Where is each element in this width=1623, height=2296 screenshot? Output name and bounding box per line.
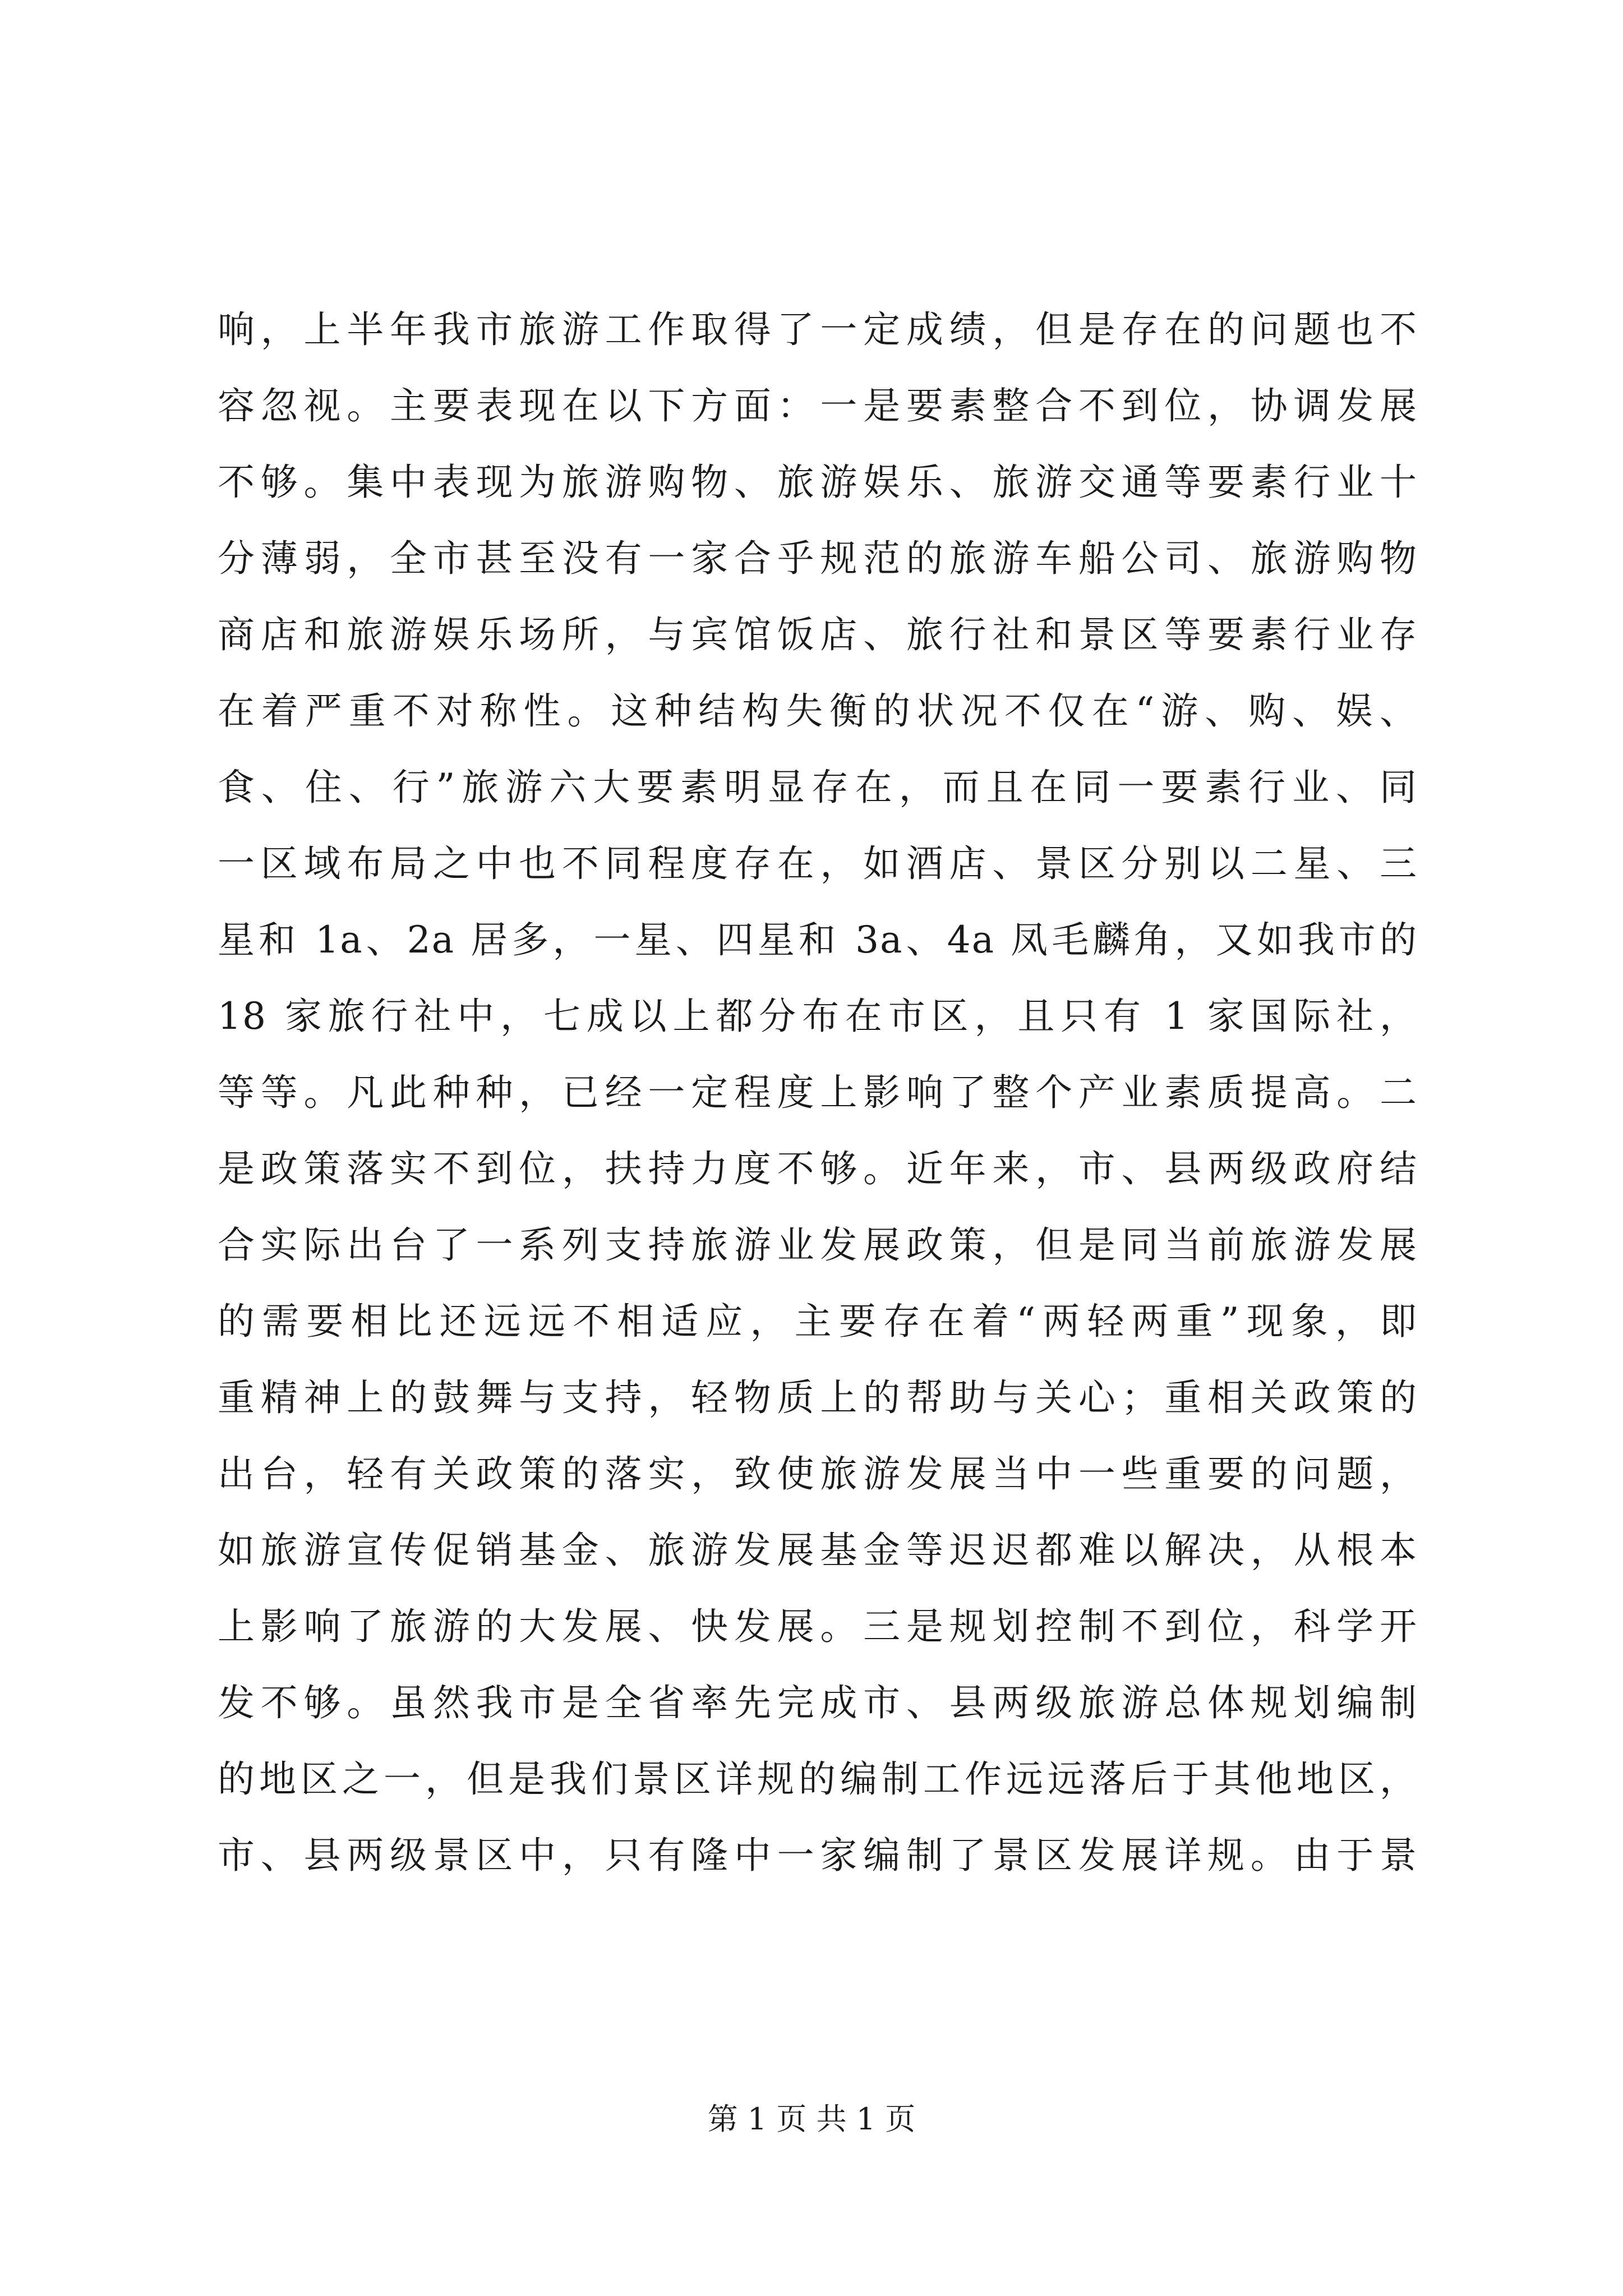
text-line: 出台，轻有关政策的落实，致使旅游发展当中一些重要的问题， xyxy=(218,1452,1418,1496)
text-line: 上影响了旅游的大发展、快发展。三是规划控制不到位，科学开 xyxy=(218,1605,1418,1648)
text-line: 分薄弱，全市甚至没有一家合乎规范的旅游车船公司、旅游购物 xyxy=(218,537,1418,580)
text-line: 商店和旅游娱乐场所，与宾馆饭店、旅行社和景区等要素行业存 xyxy=(218,613,1418,656)
text-line: 在着严重不对称性。这种结构失衡的状况不仅在“游、购、娱、 xyxy=(218,689,1418,733)
text-line: 如旅游宣传促销基金、旅游发展基金等迟迟都难以解决，从根本 xyxy=(218,1529,1418,1572)
text-line: 发不够。虽然我市是全省率先完成市、县两级旅游总体规划编制 xyxy=(218,1681,1418,1724)
text-line: 容忽视。主要表现在以下方面：一是要素整合不到位，协调发展 xyxy=(218,384,1418,427)
text-line: 响，上半年我市旅游工作取得了一定成绩，但是存在的问题也不 xyxy=(218,308,1418,351)
page-footer xyxy=(0,2095,1623,2138)
text-line: 星和 1a、2a 居多，一星、四星和 3a、4a 凤毛麟角，又如我市的 xyxy=(218,918,1418,961)
text-line: 18 家旅行社中，七成以上都分布在市区，且只有 1 家国际社， xyxy=(218,995,1418,1038)
text-line: 不够。集中表现为旅游购物、旅游娱乐、旅游交通等要素行业十 xyxy=(218,461,1418,504)
page-number-label: 第 1 页 共 1 页 xyxy=(707,2101,916,2137)
text-line: 食、住、行”旅游六大要素明显存在，而且在同一要素行业、同 xyxy=(218,766,1418,809)
text-line: 的需要相比还远远不相适应，主要存在着“两轻两重”现象，即 xyxy=(218,1300,1418,1343)
text-line: 市、县两级景区中，只有隆中一家编制了景区发展详规。由于景 xyxy=(218,1834,1418,1877)
text-line: 是政策落实不到位，扶持力度不够。近年来，市、县两级政府结 xyxy=(218,1147,1418,1190)
text-line: 等等。凡此种种，已经一定程度上影响了整个产业素质提高。二 xyxy=(218,1071,1418,1114)
text-line: 的地区之一，但是我们景区详规的编制工作远远落后于其他地区， xyxy=(218,1757,1418,1801)
text-line: 一区域布局之中也不同程度存在，如酒店、景区分别以二星、三 xyxy=(218,842,1418,885)
body-paragraph xyxy=(218,292,1418,1894)
text-line: 合实际出台了一系列支持旅游业发展政策，但是同当前旅游发展 xyxy=(218,1223,1418,1267)
text-line: 重精神上的鼓舞与支持，轻物质上的帮助与关心；重相关政策的 xyxy=(218,1376,1418,1419)
